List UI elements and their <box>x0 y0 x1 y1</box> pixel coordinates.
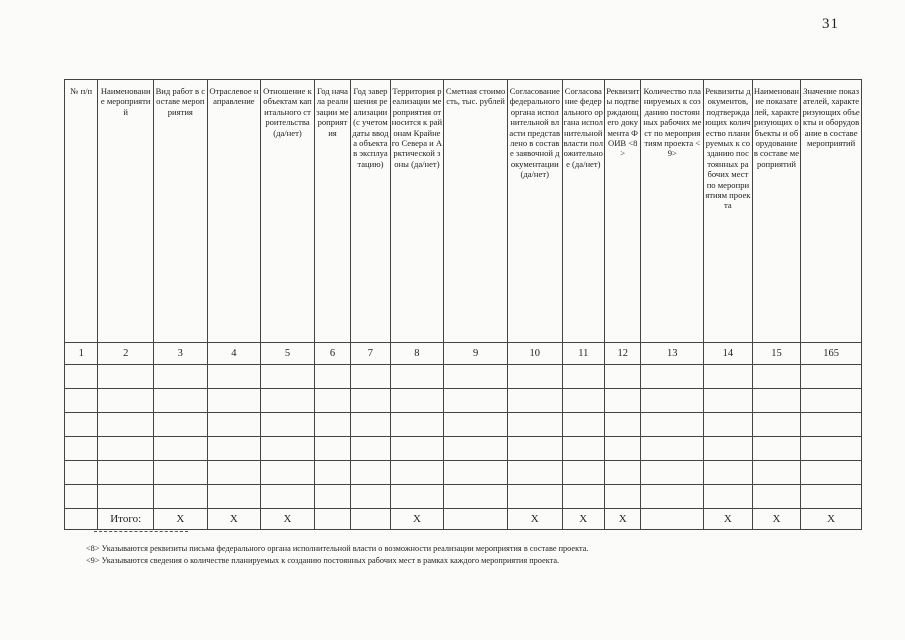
table-cell <box>752 485 801 509</box>
header-cell <box>98 80 154 343</box>
total-cell <box>314 509 350 530</box>
header-cell <box>314 80 350 343</box>
table-cell <box>390 365 444 389</box>
total-cell <box>65 509 98 530</box>
column-number-cell: 7 <box>351 343 390 365</box>
total-row <box>65 509 862 530</box>
table-cell <box>154 461 208 485</box>
table-cell <box>704 413 753 437</box>
table-cell <box>641 389 704 413</box>
table-cell <box>261 485 315 509</box>
header-cell <box>261 80 315 343</box>
table-cell <box>207 413 261 437</box>
header-cell <box>390 80 444 343</box>
total-cell <box>444 509 508 530</box>
table-cell <box>641 461 704 485</box>
total-cell: X <box>507 509 562 530</box>
table-row <box>65 413 862 437</box>
table-cell <box>351 389 390 413</box>
header-cell <box>444 80 508 343</box>
header-cell <box>562 80 604 343</box>
table-cell <box>605 461 641 485</box>
table-cell <box>752 413 801 437</box>
table-row <box>65 485 862 509</box>
column-number-cell: 2 <box>98 343 154 365</box>
header-label: Год начала реализации мероприятия <box>316 86 349 138</box>
table-cell <box>65 461 98 485</box>
header-label: Согласование федерального органа исполнительной власти представлено в составе заявочной документации (да/нет) <box>509 86 561 180</box>
table-cell <box>65 437 98 461</box>
total-cell: X <box>261 509 315 530</box>
table-cell <box>65 485 98 509</box>
table-cell <box>801 485 862 509</box>
header-cell <box>801 80 862 343</box>
table-cell <box>605 365 641 389</box>
table-row <box>65 437 862 461</box>
header-cell <box>507 80 562 343</box>
header-label: Реквизиты подтверждающего документа ФОИВ <8> <box>606 86 640 159</box>
table-cell <box>801 389 862 413</box>
table-cell <box>562 485 604 509</box>
total-cell: X <box>704 509 753 530</box>
table-cell <box>154 365 208 389</box>
column-number-cell: 165 <box>801 343 862 365</box>
column-number-cell: 11 <box>562 343 604 365</box>
column-number-cell: 13 <box>641 343 704 365</box>
table-cell <box>207 461 261 485</box>
total-cell: X <box>207 509 261 530</box>
column-number-cell: 10 <box>507 343 562 365</box>
table-cell <box>314 437 350 461</box>
table-cell <box>444 437 508 461</box>
column-number-row <box>65 343 862 365</box>
footnote-8: <8> Указываются реквизиты письма федерального органа исполнительной власти о возможности реализации мероприятия в составе проекта. <box>86 544 589 553</box>
table-cell <box>98 365 154 389</box>
table-cell <box>390 461 444 485</box>
table-cell <box>351 365 390 389</box>
table-cell <box>801 437 862 461</box>
table-cell <box>752 389 801 413</box>
column-number-cell: 14 <box>704 343 753 365</box>
table-cell <box>65 413 98 437</box>
table-cell <box>98 437 154 461</box>
table-cell <box>752 461 801 485</box>
table-cell <box>605 485 641 509</box>
total-label: Итого: <box>98 509 154 530</box>
table-cell <box>562 461 604 485</box>
table-cell <box>65 389 98 413</box>
header-label: Значение показателей, характеризующих объекты и оборудование в составе мероприятий <box>802 86 860 149</box>
header-cell <box>65 80 98 343</box>
header-cell <box>704 80 753 343</box>
page-number: 31 <box>822 16 839 32</box>
table-cell <box>261 389 315 413</box>
table-cell <box>444 413 508 437</box>
table-cell <box>641 365 704 389</box>
table-cell <box>605 437 641 461</box>
header-label: Наименование показателей, характеризующих объекты и оборудование в составе мероприятий <box>753 86 800 169</box>
header-label: Согласование федерального органа исполнительной власти положительное (да/нет) <box>563 86 603 169</box>
column-number-cell: 3 <box>154 343 208 365</box>
table-cell <box>507 365 562 389</box>
column-number-cell: 15 <box>752 343 801 365</box>
header-label: Территория реализации мероприятия относится к районам Крайнего Севера и Арктической зоны (да/нет) <box>391 86 443 169</box>
total-cell: X <box>154 509 208 530</box>
table-cell <box>444 461 508 485</box>
header-label: Отношение к объектам капитального строительства (да/нет) <box>263 86 312 138</box>
header-cell <box>154 80 208 343</box>
table-row <box>65 365 862 389</box>
table-cell <box>390 413 444 437</box>
table-cell <box>507 485 562 509</box>
table-cell <box>351 461 390 485</box>
table-cell <box>390 485 444 509</box>
header-label: Реквизиты документов, подтверждающих количество планируемых к созданию постоянных рабочих мест по мероприятиям проекта <box>705 86 751 211</box>
table-cell <box>314 485 350 509</box>
header-label: Отраслевое направление <box>209 86 259 107</box>
header-label: Вид работ в составе мероприятия <box>155 86 206 117</box>
table-cell <box>207 485 261 509</box>
table-row <box>65 461 862 485</box>
table-cell <box>314 365 350 389</box>
table-cell <box>704 437 753 461</box>
table-cell <box>801 365 862 389</box>
header-cell <box>605 80 641 343</box>
total-cell: X <box>390 509 444 530</box>
table-cell <box>704 461 753 485</box>
table-cell <box>641 485 704 509</box>
table-cell <box>605 413 641 437</box>
project-activities-table <box>64 79 862 530</box>
header-label: Сметная стоимость, тыс. рублей <box>445 86 506 107</box>
table-cell <box>207 437 261 461</box>
table-cell <box>98 389 154 413</box>
table-cell <box>562 389 604 413</box>
header-cell <box>351 80 390 343</box>
table-cell <box>752 365 801 389</box>
table-cell <box>351 437 390 461</box>
table-cell <box>154 485 208 509</box>
total-cell: X <box>605 509 641 530</box>
column-number-cell: 1 <box>65 343 98 365</box>
table-cell <box>605 389 641 413</box>
table-cell <box>704 485 753 509</box>
column-number-cell: 8 <box>390 343 444 365</box>
column-number-cell: 5 <box>261 343 315 365</box>
footnote-9: <9> Указываются сведения о количестве планируемых к созданию постоянных рабочих мест в рамках каждого мероприятия проекта. <box>86 556 560 565</box>
table-cell <box>314 389 350 413</box>
column-number-cell: 4 <box>207 343 261 365</box>
table-cell <box>261 461 315 485</box>
table-cell <box>207 389 261 413</box>
header-label: Год завершения реализации (с учетом даты ввода объекта в эксплуатацию) <box>352 86 389 169</box>
total-cell: X <box>801 509 862 530</box>
table-cell <box>261 437 315 461</box>
table-cell <box>507 413 562 437</box>
table-cell <box>752 437 801 461</box>
table-cell <box>98 413 154 437</box>
total-cell: X <box>752 509 801 530</box>
header-row <box>65 80 862 343</box>
table-cell <box>390 437 444 461</box>
table-cell <box>641 413 704 437</box>
table-cell <box>507 437 562 461</box>
total-cell <box>641 509 704 530</box>
total-cell <box>351 509 390 530</box>
table-cell <box>261 365 315 389</box>
table-cell <box>154 389 208 413</box>
table-cell <box>351 413 390 437</box>
table-cell <box>154 437 208 461</box>
table-cell <box>154 413 208 437</box>
table-cell <box>562 413 604 437</box>
table-cell <box>444 485 508 509</box>
table-cell <box>314 413 350 437</box>
table-cell <box>641 437 704 461</box>
table-cell <box>390 389 444 413</box>
header-cell <box>641 80 704 343</box>
column-number-cell: 12 <box>605 343 641 365</box>
table-cell <box>98 461 154 485</box>
column-number-cell: 9 <box>444 343 508 365</box>
table-cell <box>562 365 604 389</box>
table-cell <box>704 365 753 389</box>
header-cell <box>752 80 801 343</box>
table-cell <box>801 461 862 485</box>
table-cell <box>314 461 350 485</box>
header-label: Количество планируемых к созданию постоянных рабочих мест по мероприятиям проекта <9> <box>643 86 702 159</box>
table-cell <box>261 413 315 437</box>
table-cell <box>444 389 508 413</box>
table-cell <box>444 365 508 389</box>
column-number-cell: 6 <box>314 343 350 365</box>
table-cell <box>507 461 562 485</box>
footnote-separator <box>94 531 188 532</box>
table-cell <box>562 437 604 461</box>
table-cell <box>507 389 562 413</box>
table-cell <box>351 485 390 509</box>
total-cell: X <box>562 509 604 530</box>
table-cell <box>207 365 261 389</box>
table-cell <box>801 413 862 437</box>
table-cell <box>704 389 753 413</box>
header-label: № п/п <box>70 86 93 96</box>
table-cell <box>65 365 98 389</box>
header-cell <box>207 80 261 343</box>
table-row <box>65 389 862 413</box>
header-label: Наименование мероприятий <box>100 86 151 117</box>
table-cell <box>98 485 154 509</box>
